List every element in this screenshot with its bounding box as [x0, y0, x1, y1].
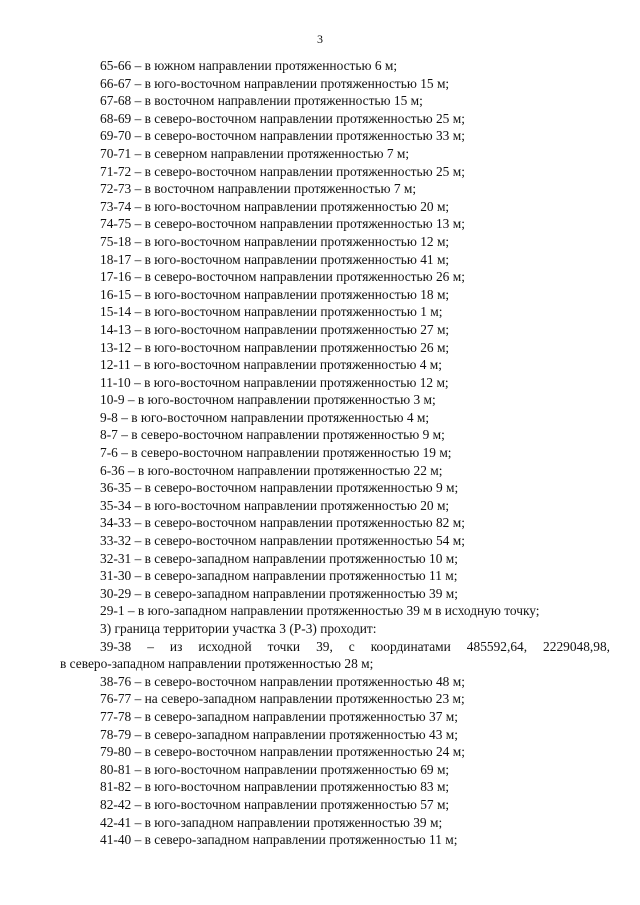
boundary-line: 10-9 – в юго-восточном направлении протяженностью 3 м; — [100, 392, 436, 408]
word: 485592,64, — [466, 638, 528, 654]
word: с — [348, 638, 355, 654]
boundary-line: 71-72 – в северо-восточном направлении протяженностью 25 м; — [100, 163, 465, 179]
boundary-line: 42-41 – в юго-западном направлении протяженностью 39 м; — [100, 814, 443, 830]
boundary-line: 72-73 – в восточном направлении протяженностью 7 м; — [100, 181, 417, 197]
boundary-line: 32-31 – в северо-западном направлении протяженностью 10 м; — [100, 550, 458, 566]
boundary-line: 6-36 – в юго-восточном направлении протяженностью 22 м; — [100, 462, 443, 478]
boundary-line: 35-34 – в юго-восточном направлении протяженностью 20 м; — [100, 497, 450, 513]
boundary-list-part-1 — [60, 57, 610, 638]
boundary-line: 31-30 – в северо-западном направлении протяженностью 11 м; — [100, 568, 458, 584]
word: координатами — [370, 638, 451, 654]
boundary-line: 14-13 – в юго-восточном направлении протяженностью 27 м; — [100, 321, 450, 337]
boundary-line: 12-11 – в юго-восточном направлении протяженностью 4 м; — [100, 357, 442, 373]
boundary-line: 17-16 – в северо-восточном направлении протяженностью 26 м; — [100, 269, 465, 285]
boundary-line: 11-10 – в юго-восточном направлении протяженностью 12 м; — [100, 374, 449, 390]
boundary-line: 7-6 – в северо-восточном направлении протяженностью 19 м; — [100, 445, 452, 461]
boundary-line: 33-32 – в северо-восточном направлении протяженностью 54 м; — [100, 533, 465, 549]
document-body — [60, 57, 610, 849]
boundary-line: 65-66 – в южном направлении протяженностью 6 м; — [100, 58, 398, 73]
boundary-line: 75-18 – в юго-восточном направлении протяженностью 12 м; — [100, 233, 450, 249]
boundary-line: 41-40 – в северо-западном направлении протяженностью 11 м; — [100, 832, 458, 848]
boundary-line: 81-82 – в юго-восточном направлении протяженностью 83 м; — [100, 779, 450, 795]
boundary-line: 38-76 – в северо-восточном направлении протяженностью 48 м; — [100, 673, 465, 689]
boundary-line: 34-33 – в северо-восточном направлении протяженностью 82 м; — [100, 515, 465, 531]
boundary-line: 18-17 – в юго-восточном направлении протяженностью 41 м; — [100, 251, 450, 267]
boundary-line: 29-1 – в юго-западном направлении протяженностью 39 м в исходную точку; — [100, 603, 540, 619]
word: исходной — [198, 638, 252, 654]
boundary-line: 80-81 – в юго-восточном направлении протяженностью 69 м; — [100, 761, 450, 777]
paragraph-39-38-first-line — [60, 638, 610, 656]
boundary-line: 76-77 – на северо-западном направлении протяженностью 23 м; — [100, 691, 465, 707]
boundary-line: 73-74 – в юго-восточном направлении протяженностью 20 м; — [100, 198, 450, 214]
boundary-list-part-2 — [60, 673, 610, 849]
boundary-line: 78-79 – в северо-западном направлении протяженностью 43 м; — [100, 726, 458, 742]
word: из — [169, 638, 183, 654]
paragraph-39-38-continuation: в северо-западном направлении протяженностью 28 м; — [60, 656, 374, 672]
boundary-line: 30-29 – в северо-западном направлении протяженностью 39 м; — [100, 585, 458, 601]
word: – — [147, 638, 154, 654]
boundary-line: 9-8 – в юго-восточном направлении протяженностью 4 м; — [100, 409, 430, 425]
boundary-line: 67-68 – в восточном направлении протяженностью 15 м; — [100, 93, 423, 109]
boundary-line: 15-14 – в юго-восточном направлении протяженностью 1 м; — [100, 304, 443, 320]
word: точки — [267, 638, 301, 654]
boundary-line: 8-7 – в северо-восточном направлении протяженностью 9 м; — [100, 427, 445, 443]
boundary-line: 69-70 – в северо-восточном направлении протяженностью 33 м; — [100, 128, 465, 144]
boundary-line: 70-71 – в северном направлении протяженностью 7 м; — [100, 145, 410, 161]
boundary-line: 68-69 – в северо-восточном направлении протяженностью 25 м; — [100, 110, 465, 126]
word: 39, — [316, 638, 333, 654]
boundary-line: 3) граница территории участка 3 (Р-3) проходит: — [100, 621, 377, 636]
boundary-line: 82-42 – в юго-восточном направлении протяженностью 57 м; — [100, 796, 450, 812]
boundary-line: 13-12 – в юго-восточном направлении протяженностью 26 м; — [100, 339, 450, 355]
boundary-line: 66-67 – в юго-восточном направлении протяженностью 15 м; — [100, 75, 450, 91]
page-number: 3 — [317, 32, 323, 46]
boundary-line: 77-78 – в северо-западном направлении протяженностью 37 м; — [100, 708, 458, 724]
boundary-line: 36-35 – в северо-восточном направлении протяженностью 9 м; — [100, 480, 459, 496]
word: 39-38 — [100, 638, 132, 654]
boundary-line: 74-75 – в северо-восточном направлении протяженностью 13 м; — [100, 216, 465, 232]
word: 2229048,98, — [543, 638, 610, 654]
boundary-line: 79-80 – в северо-восточном направлении протяженностью 24 м; — [100, 744, 465, 760]
boundary-line: 16-15 – в юго-восточном направлении протяженностью 18 м; — [100, 286, 450, 302]
